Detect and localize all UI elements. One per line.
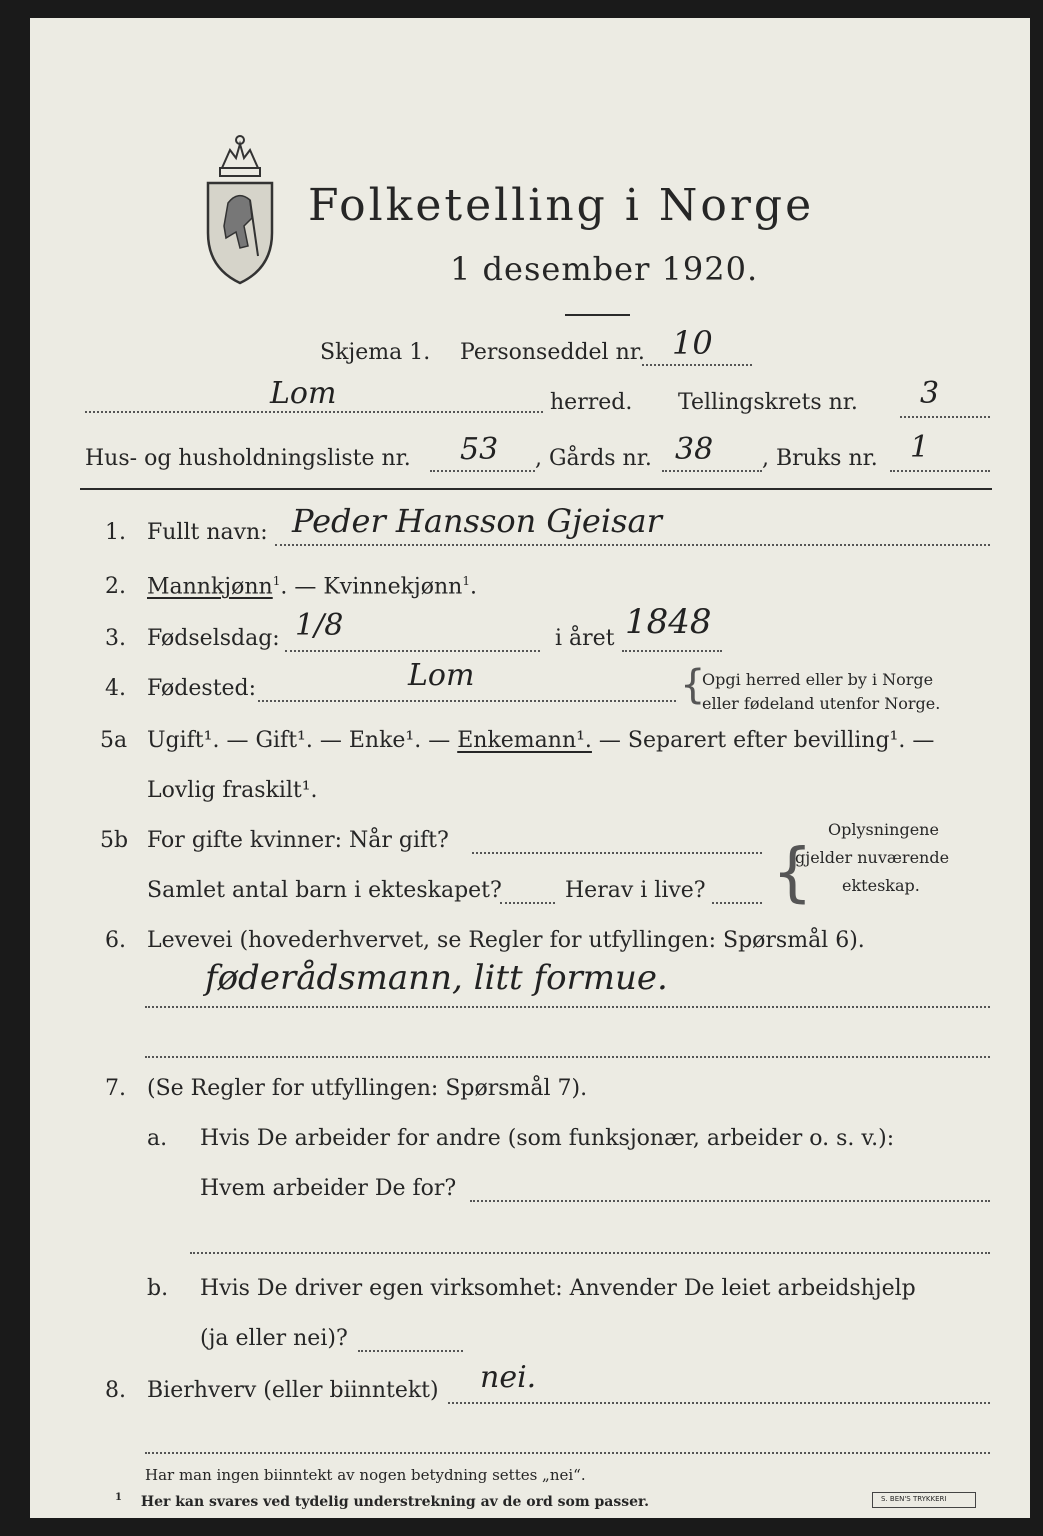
personseddel-label: Personseddel nr.: [460, 340, 645, 365]
q8-label: Bierhverv (eller biinntekt): [147, 1378, 439, 1403]
q5b-note1: Oplysningene: [828, 820, 939, 839]
footnote-mark: 1: [115, 1492, 122, 1503]
norway-coat-of-arms-icon: [200, 128, 280, 288]
footer-note: Har man ingen biinntekt av nogen betydning settes „nei“.: [145, 1466, 586, 1484]
q5b-children-line: [500, 902, 555, 904]
bruks-value: 1: [910, 430, 930, 465]
header-divider: [80, 488, 992, 490]
form-date: 1 desember 1920.: [450, 250, 759, 288]
q5b-label3: Herav i live?: [565, 878, 706, 903]
census-form: [30, 18, 1030, 1518]
q4-brace: {: [680, 662, 706, 708]
q5a-number: 5a: [100, 728, 128, 753]
q5b-note3: ekteskap.: [842, 876, 920, 895]
q8-line: [448, 1402, 990, 1404]
q7a-extra-line: [190, 1252, 990, 1254]
hus-line: [430, 470, 535, 472]
q2-male-option: Mannkjønn: [147, 574, 273, 600]
q3-year-value: 1848: [625, 602, 712, 642]
q6-number: 6.: [105, 928, 126, 953]
q4-value: Lom: [408, 658, 475, 693]
q7a-employer-line: [470, 1200, 990, 1202]
q5b-when-line: [472, 852, 762, 854]
printer-stamp-text: S. BEN'S TRYKKERI: [881, 1495, 947, 1503]
q6-label: Levevei (hovederhvervet, se Regler for utfyllingen: Spørsmål 6).: [147, 928, 865, 953]
q2-sup: 1: [272, 574, 281, 588]
q7b-letter: b.: [147, 1276, 169, 1301]
q3-day-line: [285, 650, 540, 652]
q3-number: 3.: [105, 626, 126, 651]
q8-number: 8.: [105, 1378, 126, 1403]
q6-line1: [145, 1006, 990, 1008]
q7b-answer-line: [358, 1350, 463, 1352]
personseddel-line: [642, 364, 752, 366]
q4-number: 4.: [105, 676, 126, 701]
q8-value: nei.: [480, 1360, 537, 1395]
q3-year-line: [622, 650, 722, 652]
herred-label: herred.: [550, 390, 633, 415]
q6-value: føderådsmann, litt formue.: [205, 958, 668, 998]
q4-line: [258, 700, 676, 702]
q1-number: 1.: [105, 520, 126, 545]
q4-note-line2: eller fødeland utenfor Norge.: [702, 694, 941, 713]
q3-day-value: 1/8: [295, 608, 344, 643]
gards-label: , Gårds nr.: [535, 446, 652, 471]
q5b-label2: Samlet antal barn i ekteskapet?: [147, 878, 502, 903]
q5b-number: 5b: [100, 828, 129, 853]
title-divider: [565, 314, 630, 316]
q4-note-line1: Opgi herred eller by i Norge: [702, 670, 934, 689]
q5a-marked-option: Enkemann¹.: [457, 728, 592, 753]
q5b-note2: gjelder nuværende: [795, 848, 950, 867]
q7a-letter: a.: [147, 1126, 168, 1151]
q7a-line1: Hvis De arbeider for andre (som funksjonær, arbeider o. s. v.):: [200, 1126, 895, 1151]
q7a-line2: Hvem arbeider De for?: [200, 1176, 457, 1201]
hus-value: 53: [460, 432, 499, 467]
q7b-line2: (ja eller nei)?: [200, 1326, 348, 1351]
q5a-line2: Lovlig fraskilt¹.: [147, 778, 318, 803]
bruks-label: , Bruks nr.: [762, 446, 878, 471]
hus-label: Hus- og husholdningsliste nr.: [85, 446, 411, 471]
tellingskrets-label: Tellingskrets nr.: [678, 390, 858, 415]
herred-line: [85, 411, 543, 413]
bruks-line: [890, 470, 990, 472]
q5a-line1: [147, 728, 934, 753]
q1-line: [275, 544, 990, 546]
q7b-line1: Hvis De driver egen virksomhet: Anvender De leiet arbeidshjelp: [200, 1276, 916, 1301]
q2-end: .: [469, 574, 477, 600]
q5a-pre: Ugift¹. — Gift¹. — Enke¹. —: [147, 728, 458, 753]
q5b-label1: For gifte kvinner: Når gift?: [147, 828, 449, 853]
q1-label: Fullt navn:: [147, 520, 268, 545]
q1-value: Peder Hansson Gjeisar: [292, 502, 662, 540]
q4-label: Fødested:: [147, 676, 257, 701]
q3-year-label: i året: [555, 626, 615, 651]
skjema-label: Skjema 1.: [320, 340, 431, 365]
q3-label: Fødselsdag:: [147, 626, 280, 651]
herred-value: Lom: [270, 376, 337, 411]
gards-value: 38: [675, 432, 714, 467]
footnote: [115, 1492, 649, 1510]
q5b-brace: {: [772, 836, 813, 910]
q2-number: 2.: [105, 574, 126, 599]
q7-number: 7.: [105, 1076, 126, 1101]
q2-text: [147, 574, 477, 599]
q8-line2: [145, 1452, 990, 1454]
form-title: Folketelling i Norge: [308, 180, 815, 231]
footnote-text: Her kan svares ved tydelig understrekning av de ord som passer.: [140, 1493, 650, 1510]
q2-sup2: 1: [462, 574, 470, 588]
gards-line: [662, 470, 762, 472]
q5a-post: — Separert efter bevilling¹. —: [591, 728, 935, 753]
q6-line2: [145, 1056, 990, 1058]
q2-rest: . — Kvinnekjønn: [280, 574, 463, 600]
q5b-alive-line: [712, 902, 762, 904]
printer-stamp: [872, 1492, 976, 1508]
personseddel-value: 10: [672, 324, 713, 362]
tellingskrets-line: [900, 416, 990, 418]
q7-label: (Se Regler for utfyllingen: Spørsmål 7).: [147, 1076, 588, 1101]
tellingskrets-value: 3: [920, 376, 940, 411]
